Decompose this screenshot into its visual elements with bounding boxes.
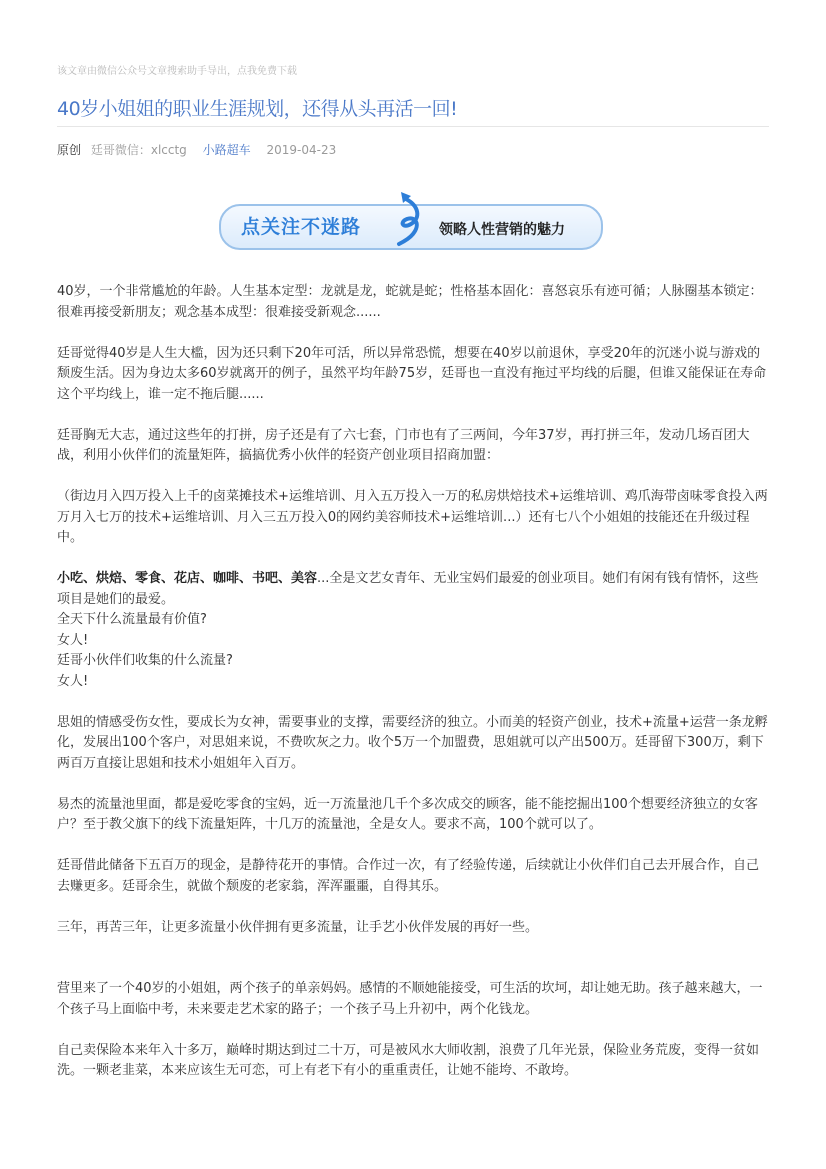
original-tag: 原创 bbox=[57, 143, 82, 157]
project-list-bold: 小吃、烘焙、零食、花店、咖啡、书吧、美容 bbox=[57, 571, 318, 586]
paragraph: 廷哥借此储备下五百万的现金，是静待花开的事情。合作过一次，有了经验传递，后续就让小伙伴们自己去开展合作，自己去赚更多。廷哥余生，就做个颓废的老家翁，浑浑噩噩，自得其乐。 bbox=[57, 858, 760, 894]
banner-right-text: 领略人性营销的魅力 bbox=[439, 222, 565, 238]
paragraph: 廷哥胸无大志，通过这些年的打拼，房子还是有了六七套，门市也有了三两间，今年37岁，再打拼三年，发动几场百团大战，利用小伙伴们的流量矩阵，搞搞优秀小伙伴的轻资产创业项目招商加盟： bbox=[57, 427, 750, 463]
paragraph: 易杰的流量池里面，都是爱吃零食的宝妈，近一万流量池几千个多次成交的顾客，能不能挖掘出100个想要经济独立的女客户？至于教父旗下的线下流量矩阵，十几万的流量池，全是女人。要求不高，100个就可以了。 bbox=[57, 796, 758, 832]
export-notice-link[interactable]: 该文章由微信公众号文章搜索助手导出，点我免费下载 bbox=[57, 66, 297, 77]
paragraph: 三年，再苦三年，让更多流量小伙伴拥有更多流量，让手艺小伙伴发展的再好一些。 bbox=[57, 919, 539, 935]
question-line: 全天下什么流量最有价值? bbox=[57, 612, 207, 627]
article-title: 40岁小姐姐的职业生涯规划，还得从头再活一回! bbox=[57, 98, 458, 120]
paragraph bbox=[57, 569, 769, 692]
paragraph-rest: ...全是文艺女青年、无业宝妈们最爱的创业项目。她们有闲有钱有情怀，这些项目是她们的最爱。 bbox=[57, 571, 759, 607]
spacer bbox=[57, 692, 769, 713]
title-divider bbox=[57, 126, 769, 127]
answer-line: 女人! bbox=[57, 673, 89, 689]
paragraph: 营里来了一个40岁的小姐姐，两个孩子的单亲妈妈。感情的不顺她能接受，可生活的坎坷，却让她无助。孩子越来越大，一个孩子马上面临中考，未来要走艺术家的路子；一个孩子马上升初中，两个化钱龙。 bbox=[57, 981, 763, 1017]
banner-left-text: 点关注不迷路 bbox=[241, 216, 362, 238]
account-link[interactable]: 小路超车 bbox=[202, 143, 251, 157]
curved-arrow-icon bbox=[387, 188, 435, 248]
paragraph: 廷哥觉得40岁是人生大槛，因为还只剩下20年可活，所以异常恐慌，想要在40岁以前退休，享受20年的沉迷小说与游戏的颓废生活。因为身边太多60岁就离开的例子，虽然平均年龄75岁，廷哥也一直没有拖过平均线的后腿，但谁又能保证在寿命这个平均线上，谁一定不拖后腿...... bbox=[57, 345, 767, 402]
question-line: 廷哥小伙伴们收集的什么流量? bbox=[57, 653, 233, 668]
article-meta bbox=[57, 141, 336, 158]
paragraph: 40岁，一个非常尴尬的年龄。人生基本定型：龙就是龙，蛇就是蛇；性格基本固化：喜怒哀乐有迹可循；人脉圈基本锁定：很难再接受新朋友；观念基本成型：很难接受新观念...... bbox=[57, 284, 763, 320]
paragraph: 自己卖保险本来年入十多万，巅峰时期达到过二十万，可是被风水大师收割，浪费了几年光景，保险业务荒废，变得一贫如洗。一颗老韭菜，本来应该生无可恋，可上有老下有小的重重责任，让她不能垮、不敢垮。 bbox=[57, 1042, 760, 1078]
spacer bbox=[57, 959, 769, 980]
paragraph: 思姐的情感受伤女性，要成长为女神，需要事业的支撑，需要经济的独立。小而美的轻资产创业，技术+流量+运营一条龙孵化，发展出100个客户，对思姐来说，不费吹灰之力。收个5万一个加盟费，思姐就可以产出500万。廷哥留下300万，剩下两百万直接让思姐和技术小姐姐年入百万。 bbox=[57, 714, 768, 771]
answer-line: 女人! bbox=[57, 632, 89, 648]
paragraph: （街边月入四万投入上千的卤菜摊技术+运维培训、月入五万投入一万的私房烘焙技术+运维培训、鸡爪海带卤味零食投入两万月入七万的技术+运维培训、月入三五万投入0的网约美容师技术+运维培训...）还有七八个小姐姐的技能还在升级过程中。 bbox=[57, 489, 768, 545]
publish-date: 2019-04-23 bbox=[266, 143, 337, 157]
author-name: 廷哥微信：xlcctg bbox=[90, 143, 187, 157]
follow-banner bbox=[219, 188, 607, 254]
article-body bbox=[57, 282, 769, 1102]
